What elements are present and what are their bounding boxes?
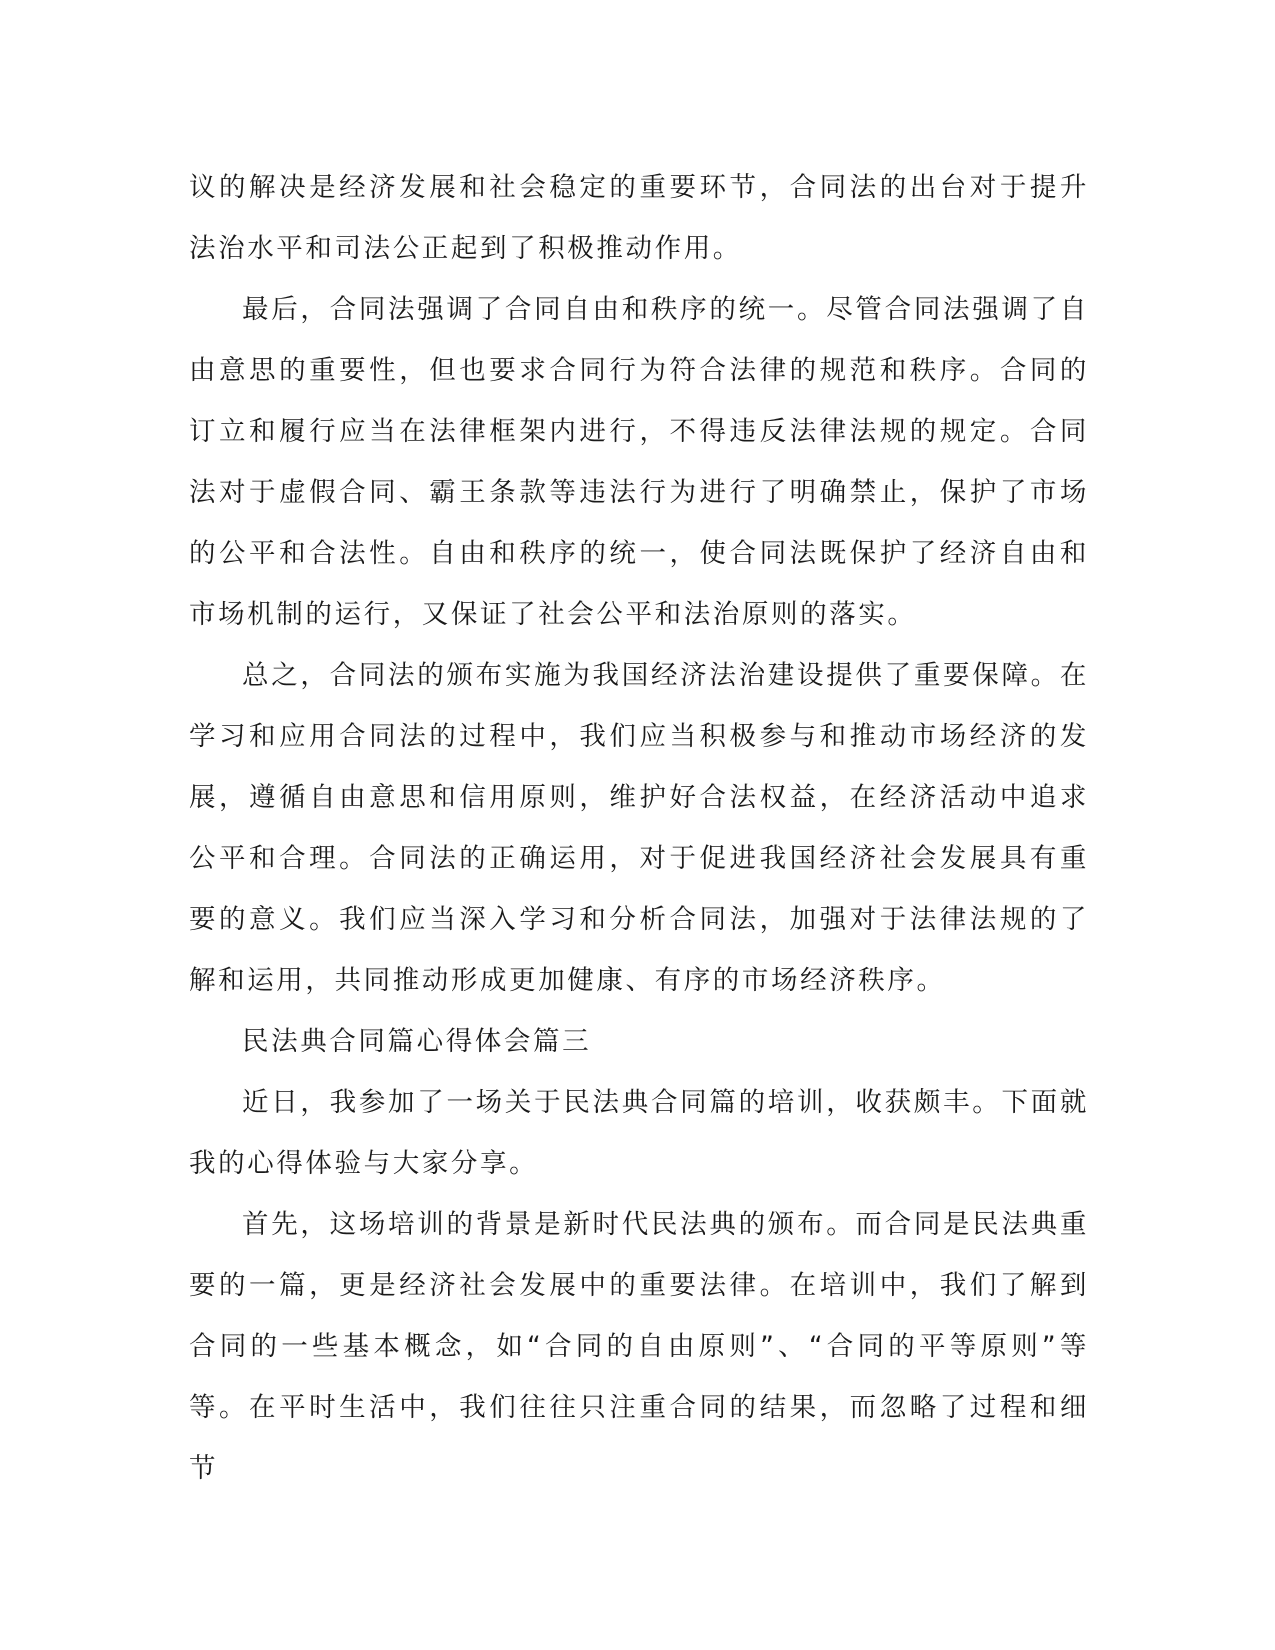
- section-heading: 民法典合同篇心得体会篇三: [242, 1026, 592, 1057]
- paragraph-5: 首先，这场培训的背景是新时代民法典的颁布。而合同是民法典重要的一篇，更是经济社会发展中的重要法律。在培训中，我们了解到合同的一些基本概念，如“合同的自由原则”、“合同的平等原则”等等。在平时生活中，我们往往只注重合同的结果，而忽略了过程和细节: [189, 1209, 1089, 1484]
- paragraph-1: 议的解决是经济发展和社会稳定的重要环节，合同法的出台对于提升法治水平和司法公正起到了积极推动作用。: [189, 172, 1089, 264]
- paragraph-2: 最后，合同法强调了合同自由和秩序的统一。尽管合同法强调了自由意思的重要性，但也要求合同行为符合法律的规范和秩序。合同的订立和履行应当在法律框架内进行，不得违反法律法规的规定。合同法对于虚假合同、霸王条款等违法行为进行了明确禁止，保护了市场的公平和合法性。自由和秩序的统一，使合同法既保护了经济自由和市场机制的运行，又保证了社会公平和法治原则的落实。: [189, 294, 1089, 630]
- paragraph-3: 总之，合同法的颁布实施为我国经济法治建设提供了重要保障。在学习和应用合同法的过程中，我们应当积极参与和推动市场经济的发展，遵循自由意思和信用原则，维护好合法权益，在经济活动中追求公平和合理。合同法的正确运用，对于促进我国经济社会发展具有重要的意义。我们应当深入学习和分析合同法，加强对于法律法规的了解和运用，共同推动形成更加健康、有序的市场经济秩序。: [189, 660, 1089, 996]
- paragraph-4: 近日，我参加了一场关于民法典合同篇的培训，收获颇丰。下面就我的心得体验与大家分享。: [189, 1087, 1089, 1179]
- document-body: [189, 157, 1089, 1499]
